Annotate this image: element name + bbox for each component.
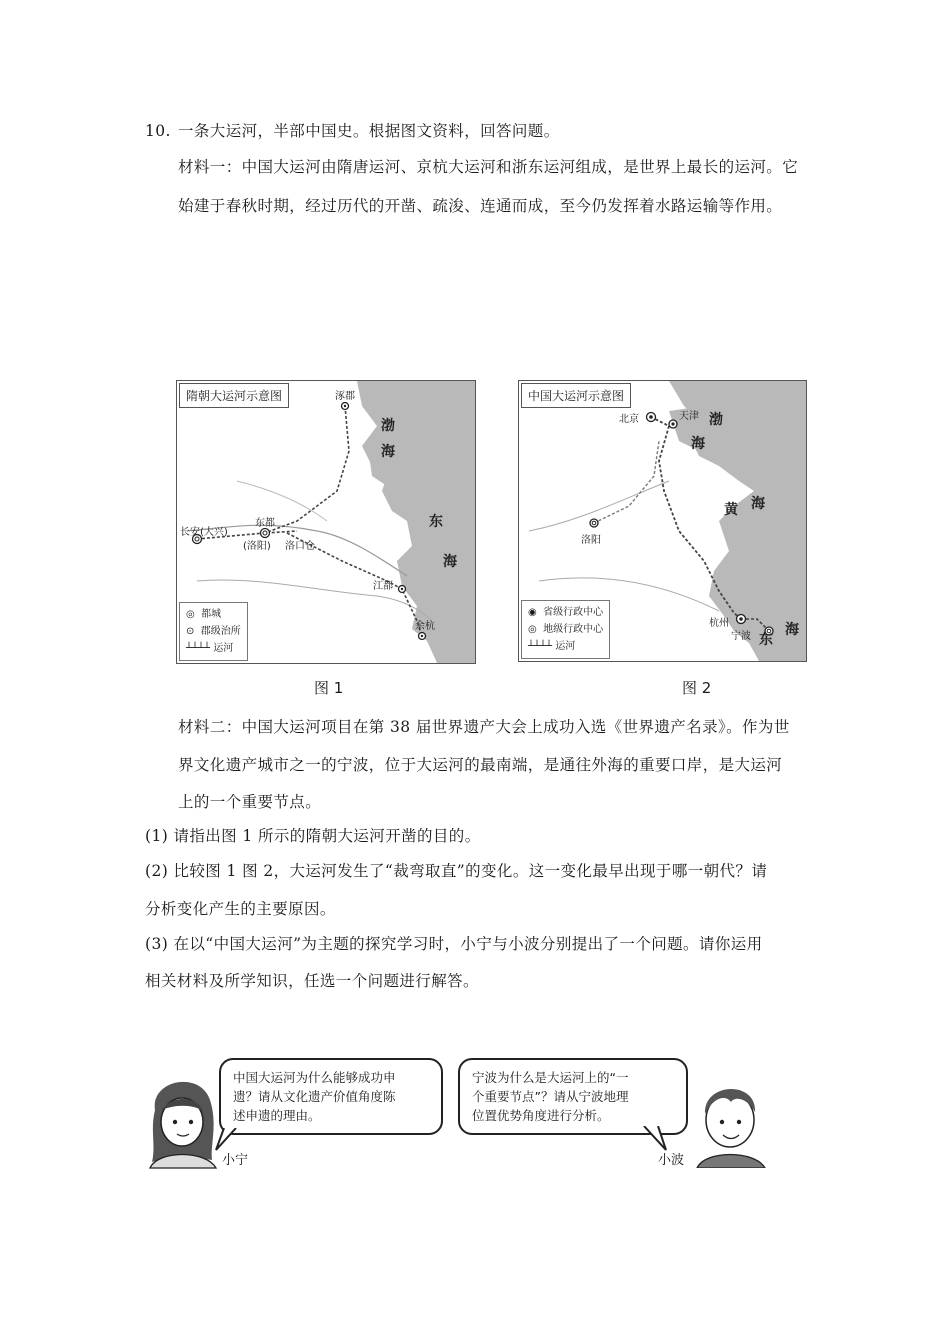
map1-donghai-2: 海: [443, 554, 457, 570]
canal-icon: ┴┴┴┴: [528, 641, 553, 652]
question-stem: 一条大运河，半部中国史。根据图文资料，回答问题。: [178, 122, 560, 140]
map2-bohai-2: 海: [691, 436, 705, 452]
material1-line2: 始建于春秋时期，经过历代的开凿、疏浚、连通而成，至今仍发挥着水路运输等作用。: [178, 197, 783, 215]
map1-changan: 长安(大兴): [180, 527, 228, 538]
map1-bohai-1: 渤: [381, 418, 395, 434]
xiaobo-name: 小波: [658, 1153, 685, 1168]
map1-donghai-1: 东: [429, 514, 443, 530]
map1-banks: 洛口仓: [285, 541, 315, 552]
map2-title: 中国大运河示意图: [521, 383, 631, 408]
map2-bohai-1: 渤: [709, 412, 723, 428]
xiaobo-q-line2: 个重要节点”？请从宁波地理: [472, 1089, 629, 1104]
map1-legend-canal: ┴┴┴┴ 运河: [186, 643, 234, 654]
material2-line2: 界文化遗产城市之一的宁波，位于大运河的最南端，是通往外海的重要口岸，是大运河: [178, 756, 783, 774]
sub-question-1: (1) 请指出图 1 所示的隋朝大运河开凿的目的。: [145, 827, 481, 845]
capital-icon: ◎: [186, 609, 195, 620]
map2-legend-province: ◉ 省级行政中心: [528, 607, 604, 618]
xiaobo-q-line3: 位置优势角度进行分析。: [472, 1108, 610, 1123]
map-sui-canal: [176, 380, 476, 664]
map1-title: 隋朝大运河示意图: [179, 383, 289, 408]
question-number: 10.: [145, 122, 171, 140]
map1-legend: [179, 602, 248, 661]
map2-legend: [521, 600, 610, 659]
map2-caption: 图 2: [682, 679, 712, 697]
xiaobo-bubble: [458, 1058, 688, 1135]
map1-bohai-2: 海: [381, 444, 395, 460]
map2-donghai-2: 海: [785, 622, 799, 638]
map2-luoyang: 洛阳: [581, 535, 601, 546]
xiaoning-avatar: [140, 1070, 230, 1170]
map2-huanghai-2: 海: [751, 496, 765, 512]
map2-hangzhou: 杭州: [709, 618, 729, 629]
material2-line1: 材料二：中国大运河项目在第 38 届世界遗产大会上成功入选《世界遗产名录》。作为世: [178, 718, 790, 736]
map2-legend-canal: ┴┴┴┴ 运河: [528, 641, 576, 652]
sub-question-2-line1: (2) 比较图 1 图 2，大运河发生了“裁弯取直”的变化。这一变化最早出现于哪一朝代？请: [145, 862, 768, 880]
map2-donghai-1: 东: [759, 632, 773, 648]
xiaoning-q-line1: 中国大运河为什么能够成功申: [233, 1070, 396, 1085]
map1-jiangdu: 江都: [373, 581, 393, 592]
sub-question-3-line2: 相关材料及所学知识，任选一个问题进行解答。: [145, 972, 479, 990]
map2-beijing: 北京: [619, 414, 639, 425]
xiaoning-name: 小宁: [222, 1153, 249, 1168]
map-china-canal: [518, 380, 807, 662]
xiaoning-q-line3: 述申遗的理由。: [233, 1108, 321, 1123]
material2-line3: 上的一个重要节点。: [178, 793, 322, 811]
map1-yuhang: 余杭: [415, 621, 435, 632]
xiaoning-bubble: [219, 1058, 443, 1135]
map2-legend-city: ◎ 地级行政中心: [528, 624, 604, 635]
map2-tianjin: 天津: [679, 411, 699, 422]
map2-ningbo: 宁波: [731, 631, 751, 642]
city-icon: ◎: [528, 624, 537, 635]
map1-dongdu: 东都: [255, 518, 275, 529]
map1-caption: 图 1: [314, 679, 344, 697]
xiaobo-avatar: [685, 1072, 775, 1168]
xiaobo-q-line1: 宁波为什么是大运河上的“一: [472, 1070, 629, 1085]
sub-question-3-line1: (3) 在以“中国大运河”为主题的探究学习时，小宁与小波分别提出了一个问题。请你运用: [145, 935, 763, 953]
map1-legend-capital: ◎ 都城: [186, 609, 222, 620]
material1-line1: 材料一：中国大运河由隋唐运河、京杭大运河和浙东运河组成，是世界上最长的运河。它: [178, 158, 799, 176]
map1-zhuojun: 涿郡: [335, 391, 355, 402]
sub-question-2-line2: 分析变化产生的主要原因。: [145, 900, 336, 918]
prefecture-icon: ⊙: [186, 626, 195, 637]
map2-huanghai-1: 黄: [724, 502, 738, 518]
map1-legend-prefecture: ⊙ 郡级治所: [186, 626, 241, 637]
xiaoning-q-line2: 遗？请从文化遗产价值角度陈: [233, 1089, 396, 1104]
province-icon: ◉: [528, 607, 537, 618]
map1-luoyang: (洛阳): [243, 541, 271, 552]
canal-icon: ┴┴┴┴: [186, 643, 211, 654]
